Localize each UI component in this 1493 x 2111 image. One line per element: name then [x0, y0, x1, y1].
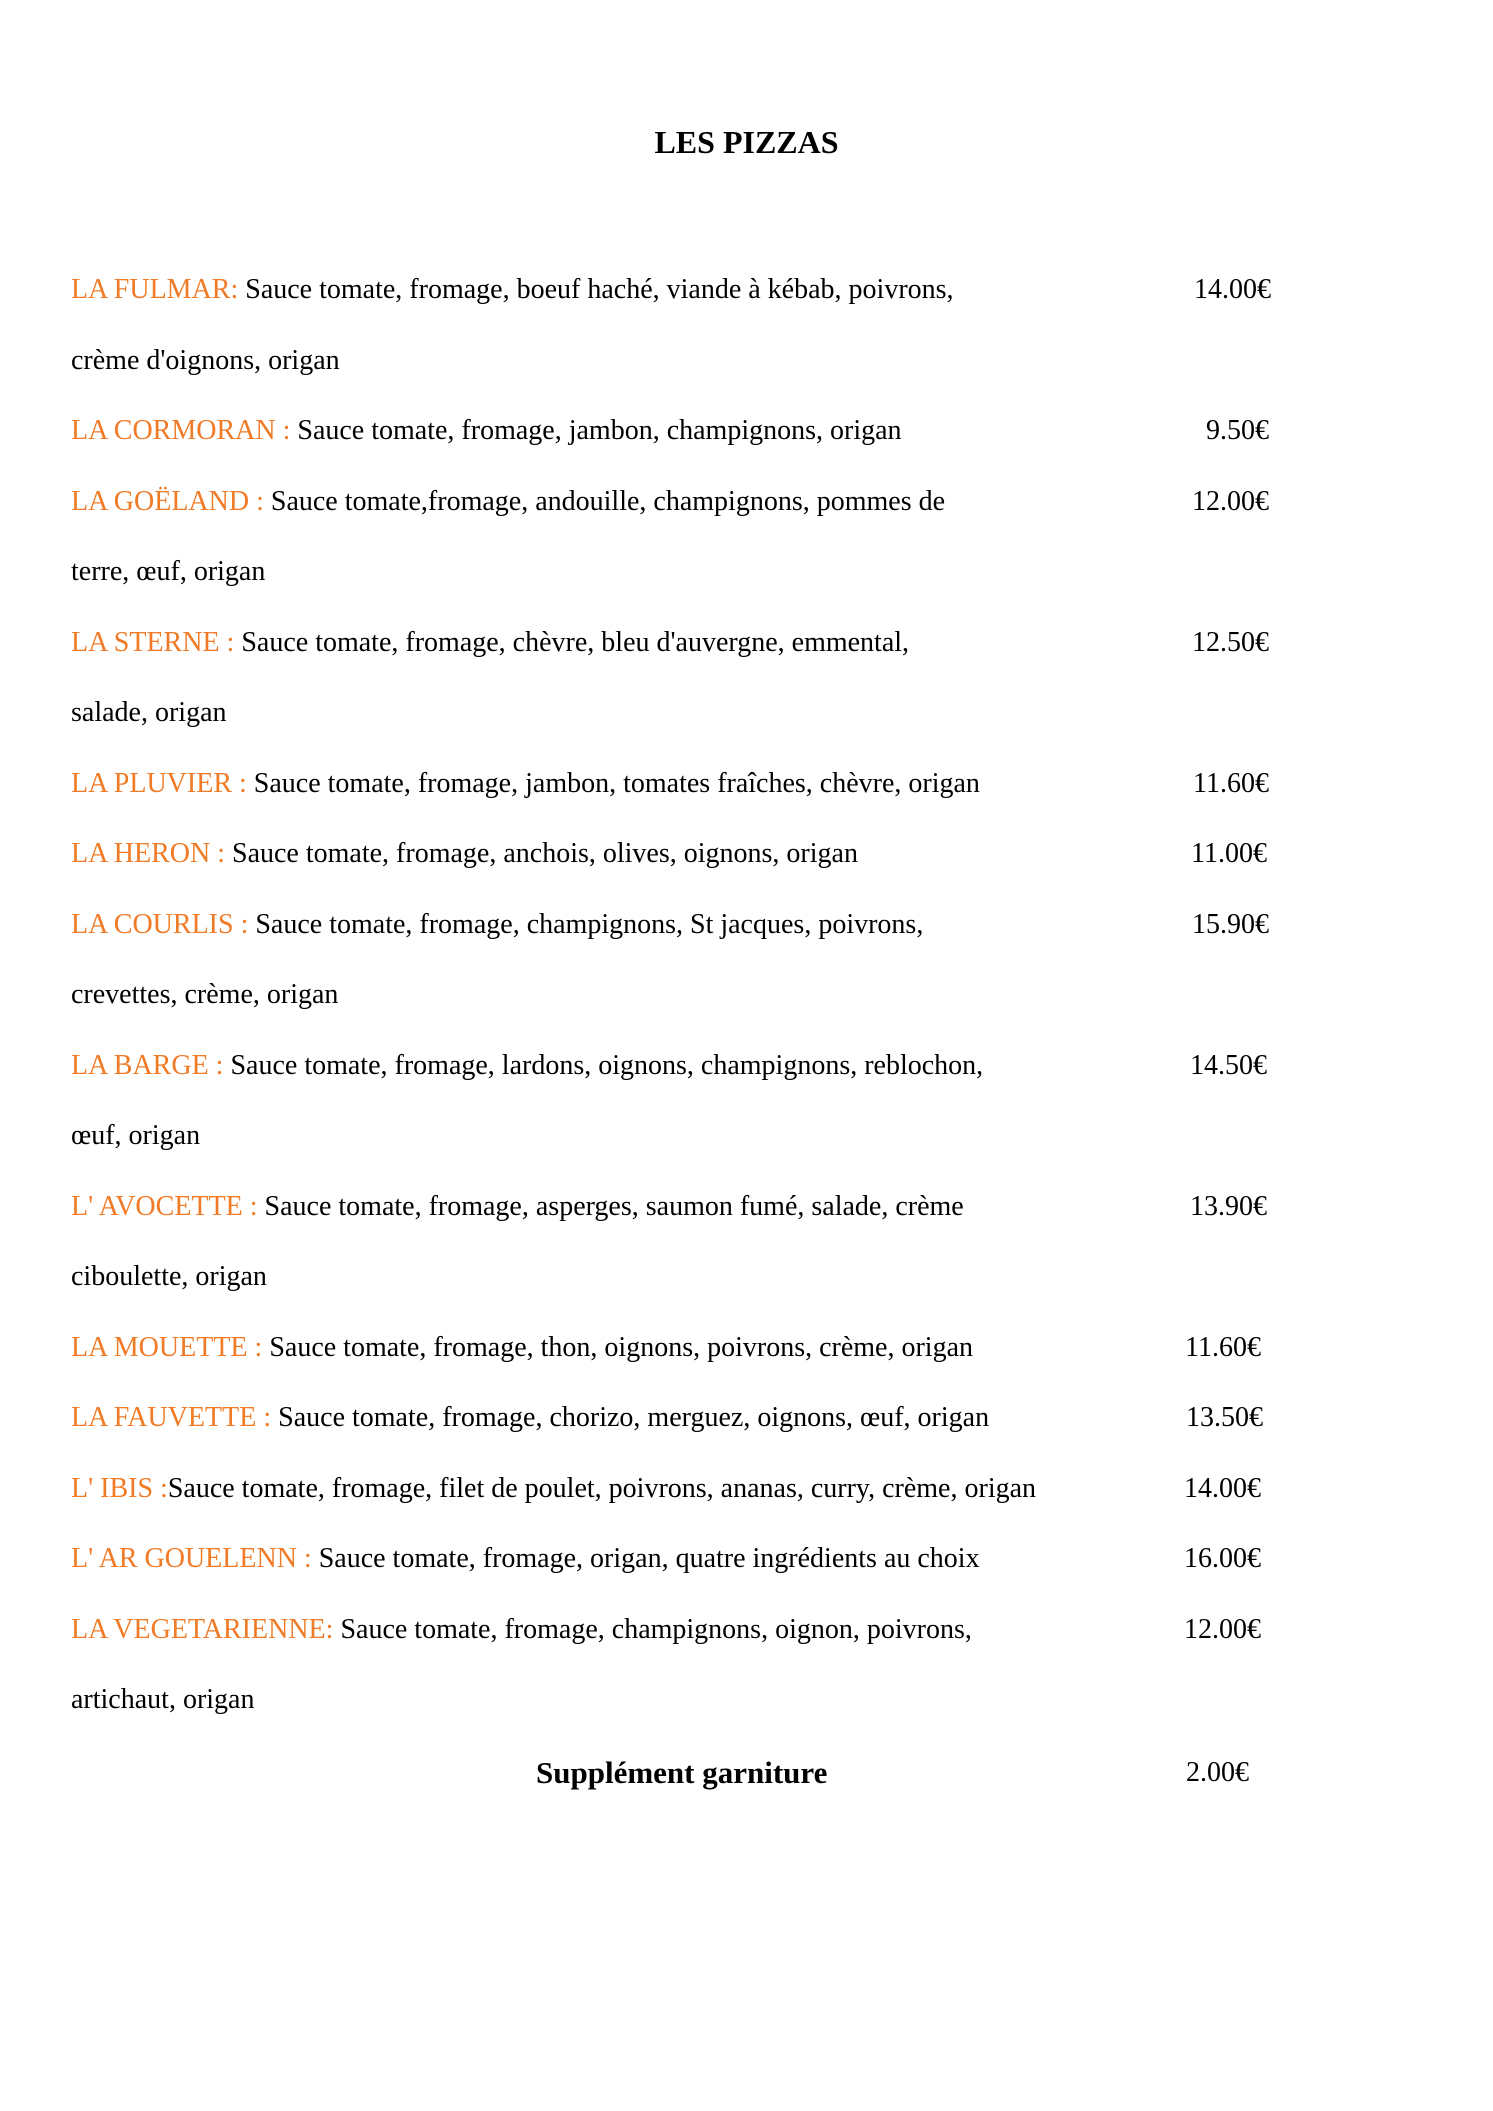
pizza-description-line1 [71, 756, 1281, 827]
pizza-description-line1 [71, 1320, 1281, 1391]
pizza-description-line2: crème d'oignons, origan [71, 344, 340, 376]
supplement-price: 2.00€ [1186, 1756, 1249, 1788]
pizza-price: 12.50€ [1192, 626, 1269, 658]
pizza-item-sterne [71, 615, 1281, 756]
pizza-name: L' IBIS : [71, 1472, 168, 1504]
pizza-item-courlis [71, 897, 1281, 1038]
pizza-description-line1 [71, 262, 1281, 333]
pizza-price: 16.00€ [1184, 1543, 1261, 1574]
pizza-price: 14.00€ [1184, 1472, 1261, 1504]
pizza-name: LA STERNE : [71, 626, 235, 658]
pizza-name: LA PLUVIER : [71, 767, 247, 799]
pizza-item-avocette [71, 1179, 1281, 1320]
pizza-item-ibis [71, 1461, 1281, 1532]
pizza-name: LA BARGE : [71, 1049, 224, 1081]
pizza-item-vegetarienne [71, 1602, 1281, 1743]
pizza-name: LA FAUVETTE : [71, 1402, 272, 1433]
pizza-item-fulmar [71, 262, 1281, 403]
pizza-description-line2: terre, œuf, origan [71, 556, 266, 587]
pizza-name: LA COURLIS : [71, 908, 249, 940]
pizza-description-line2: œuf, origan [71, 1120, 201, 1151]
pizza-price: 11.60€ [1193, 767, 1269, 799]
pizza-ingredients: Sauce tomate, fromage, lardons, oignons, champignons, reblochon, [223, 1049, 984, 1081]
pizza-item-fauvette [71, 1390, 1281, 1461]
pizza-name: LA VEGETARIENNE: [71, 1613, 334, 1645]
pizza-item-cormoran [71, 403, 1281, 474]
pizza-ingredients: Sauce tomate, fromage, asperges, saumon fumé, salade, crème [257, 1190, 964, 1222]
pizza-price: 14.00€ [1194, 274, 1271, 305]
pizza-ingredients: Sauce tomate, fromage, anchois, olives, oignons, origan [225, 838, 858, 869]
pizza-ingredients: Sauce tomate, fromage, chorizo, merguez, oignons, œuf, origan [271, 1402, 990, 1433]
pizza-item-pluvier [71, 756, 1281, 827]
pizza-description-line1 [71, 1038, 1281, 1109]
pizza-menu [71, 262, 1291, 1813]
pizza-price: 11.00€ [1191, 838, 1267, 869]
pizza-ingredients: Sauce tomate, fromage, filet de poulet, poivrons, ananas, curry, crème, origan [167, 1472, 1037, 1504]
pizza-name: LA GOËLAND : [71, 485, 264, 517]
pizza-price: 14.50€ [1190, 1049, 1267, 1081]
pizza-ingredients: Sauce tomate, fromage, boeuf haché, viande à kébab, poivrons, [238, 274, 954, 305]
pizza-ingredients: Sauce tomate, fromage, champignons, oignon, poivrons, [333, 1613, 972, 1645]
pizza-description-line1 [71, 474, 1281, 545]
pizza-description-line1 [71, 615, 1281, 686]
pizza-description-line1 [71, 826, 1281, 897]
pizza-price: 9.50€ [1206, 415, 1269, 446]
pizza-ingredients: Sauce tomate, fromage, origan, quatre ingrédients au choix [311, 1543, 980, 1574]
pizza-item-barge [71, 1038, 1281, 1179]
pizza-name: LA CORMORAN : [71, 415, 291, 446]
pizza-name: LA MOUETTE : [71, 1331, 263, 1363]
pizza-ingredients: Sauce tomate, fromage, jambon, champignons, origan [290, 415, 902, 446]
pizza-price: 12.00€ [1192, 485, 1269, 517]
pizza-item-heron [71, 826, 1281, 897]
pizza-ingredients: Sauce tomate,fromage, andouille, champignons, pommes de [263, 485, 946, 517]
pizza-description-line1 [71, 1461, 1281, 1532]
pizza-description-line2: artichaut, origan [71, 1684, 255, 1715]
page-title: LES PIZZAS [654, 124, 839, 160]
pizza-description-line1 [71, 897, 1281, 968]
pizza-ingredients: Sauce tomate, fromage, champignons, St jacques, poivrons, [248, 908, 924, 940]
supplement-label: Supplément garniture [536, 1754, 828, 1790]
pizza-price: 12.00€ [1184, 1613, 1261, 1645]
pizza-description-line2: salade, origan [71, 697, 227, 728]
pizza-description-line1 [71, 1602, 1281, 1673]
pizza-description-line1 [71, 1179, 1281, 1250]
pizza-price: 13.90€ [1190, 1190, 1267, 1222]
pizza-item-goeland [71, 474, 1281, 615]
pizza-ingredients: Sauce tomate, fromage, thon, oignons, poivrons, crème, origan [262, 1331, 974, 1363]
pizza-ingredients: Sauce tomate, fromage, jambon, tomates fraîches, chèvre, origan [246, 767, 980, 799]
pizza-price: 15.90€ [1192, 908, 1269, 940]
pizza-price: 13.50€ [1186, 1402, 1263, 1433]
pizza-name: LA FULMAR: [71, 274, 239, 305]
pizza-item-mouette [71, 1320, 1281, 1391]
pizza-name: LA HERON : [71, 838, 225, 869]
pizza-ingredients: Sauce tomate, fromage, chèvre, bleu d'auvergne, emmental, [234, 626, 910, 658]
pizza-name: L' AVOCETTE : [71, 1190, 258, 1222]
pizza-name: L' AR GOUELENN : [71, 1543, 312, 1574]
pizza-description-line1 [71, 403, 1281, 474]
pizza-description-line2: crevettes, crème, origan [71, 979, 339, 1010]
pizza-description-line1 [71, 1390, 1281, 1461]
pizza-item-ar-gouelenn [71, 1531, 1281, 1602]
pizza-description-line2: ciboulette, origan [71, 1261, 267, 1292]
pizza-description-line1 [71, 1531, 1281, 1602]
supplement-row [71, 1743, 1281, 1813]
pizza-price: 11.60€ [1185, 1331, 1261, 1363]
